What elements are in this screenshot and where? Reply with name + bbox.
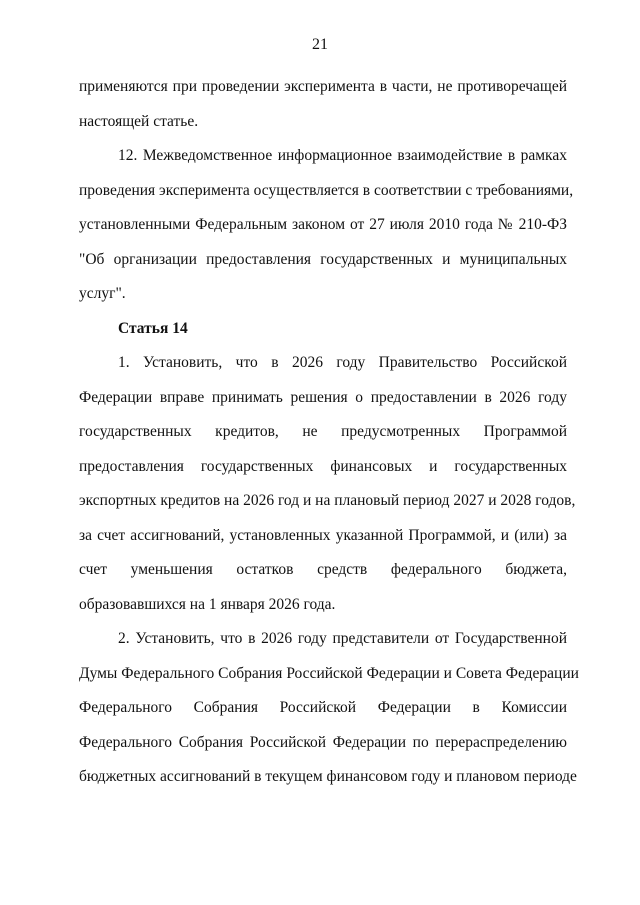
text-line: государственных кредитов, не предусмотренных Программой bbox=[79, 423, 567, 440]
text-line: образовавшихся на 1 января 2026 года. bbox=[79, 595, 336, 613]
text-line: предоставления государственных финансовых и государственных bbox=[79, 457, 567, 475]
text-line: за счет ассигнований, установленных указанной Программой, и (или) за bbox=[79, 526, 567, 544]
text-line: бюджетных ассигнований в текущем финансовом году и плановом периоде bbox=[79, 768, 577, 785]
text-line: Федерации вправе принимать решения о предоставлении в 2026 году bbox=[79, 388, 567, 406]
text-line: настоящей статье. bbox=[79, 112, 199, 130]
text-line: "Об организации предоставления государственных и муниципальных bbox=[79, 250, 567, 268]
paragraph-12-start: 12. Межведомственное информационное взаимодействие в рамках bbox=[118, 147, 567, 164]
document-body bbox=[79, 70, 579, 795]
text-line: проведения эксперимента осуществляется в соответствии с требованиями, bbox=[79, 181, 574, 199]
text-line: услуг". bbox=[79, 285, 126, 302]
paragraph-2-start: 2. Установить, что в 2026 году представители от Государственной bbox=[118, 630, 567, 647]
text-line: Думы Федерального Собрания Российской Федерации и Совета Федерации bbox=[79, 664, 579, 682]
text-line: счет уменьшения остатков средств федерального бюджета, bbox=[79, 561, 567, 578]
page-number: 21 bbox=[312, 36, 328, 53]
article-heading: Статья 14 bbox=[118, 319, 188, 337]
text-line: экспортных кредитов на 2026 год и на плановый период 2027 и 2028 годов, bbox=[79, 492, 576, 509]
text-line: установленными Федеральным законом от 27 июля 2010 года № 210-ФЗ bbox=[79, 216, 567, 233]
paragraph-1-start: 1. Установить, что в 2026 году Правительство Российской bbox=[118, 354, 567, 371]
text-line: Федерального Собрания Российской Федерации в Комиссии bbox=[79, 699, 567, 716]
text-line: Федерального Собрания Российской Федерации по перераспределению bbox=[79, 733, 567, 751]
text-line: применяются при проведении эксперимента в части, не противоречащей bbox=[79, 78, 567, 95]
